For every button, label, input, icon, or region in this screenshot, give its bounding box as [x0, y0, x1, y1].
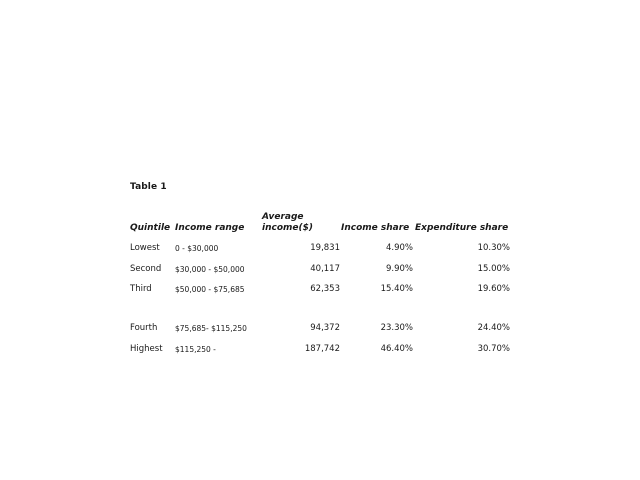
- cell-income-range: $30,000 - $50,000: [175, 265, 245, 274]
- cell-expenditure-share: 15.00%: [477, 264, 510, 274]
- cell-income-share: 46.40%: [380, 344, 413, 354]
- table-row: [0, 243, 640, 255]
- table-title: Table 1: [130, 182, 167, 192]
- cell-income-range: 0 - $30,000: [175, 244, 219, 253]
- cell-quintile: Second: [130, 264, 162, 274]
- cell-quintile: Highest: [130, 344, 163, 354]
- cell-income-share: 15.40%: [380, 284, 413, 294]
- cell-quintile: Third: [130, 284, 152, 294]
- cell-income-range: $50,000 - $75,685: [175, 285, 245, 294]
- cell-quintile: Lowest: [130, 243, 160, 253]
- cell-quintile: Fourth: [130, 323, 158, 333]
- cell-average-income: 19,831: [310, 243, 340, 253]
- cell-average-income: 187,742: [304, 344, 340, 354]
- table-row: [0, 323, 640, 335]
- cell-expenditure-share: 19.60%: [477, 284, 510, 294]
- cell-average-income: 40,117: [310, 264, 340, 274]
- table-row: [0, 284, 640, 296]
- table-row: [0, 264, 640, 276]
- cell-expenditure-share: 30.70%: [477, 344, 510, 354]
- cell-income-share: 4.90%: [385, 243, 413, 253]
- cell-expenditure-share: 24.40%: [477, 323, 510, 333]
- table-row: [0, 344, 640, 356]
- cell-income-range: $75,685- $115,250: [175, 324, 247, 333]
- header-average-income-line1: Average: [262, 212, 304, 222]
- cell-income-share: 9.90%: [385, 264, 413, 274]
- header-income-share: Income share: [341, 223, 410, 233]
- cell-average-income: 94,372: [310, 323, 340, 333]
- header-expenditure-share: Expenditure share: [415, 223, 509, 233]
- header-income-range: Income range: [175, 223, 245, 233]
- cell-expenditure-share: 10.30%: [477, 243, 510, 253]
- cell-income-share: 23.30%: [380, 323, 413, 333]
- cell-income-range: $115,250 -: [175, 345, 216, 354]
- header-quintile: Quintile: [130, 223, 171, 233]
- cell-average-income: 62,353: [310, 284, 340, 294]
- header-average-income-line2: income($): [262, 223, 313, 233]
